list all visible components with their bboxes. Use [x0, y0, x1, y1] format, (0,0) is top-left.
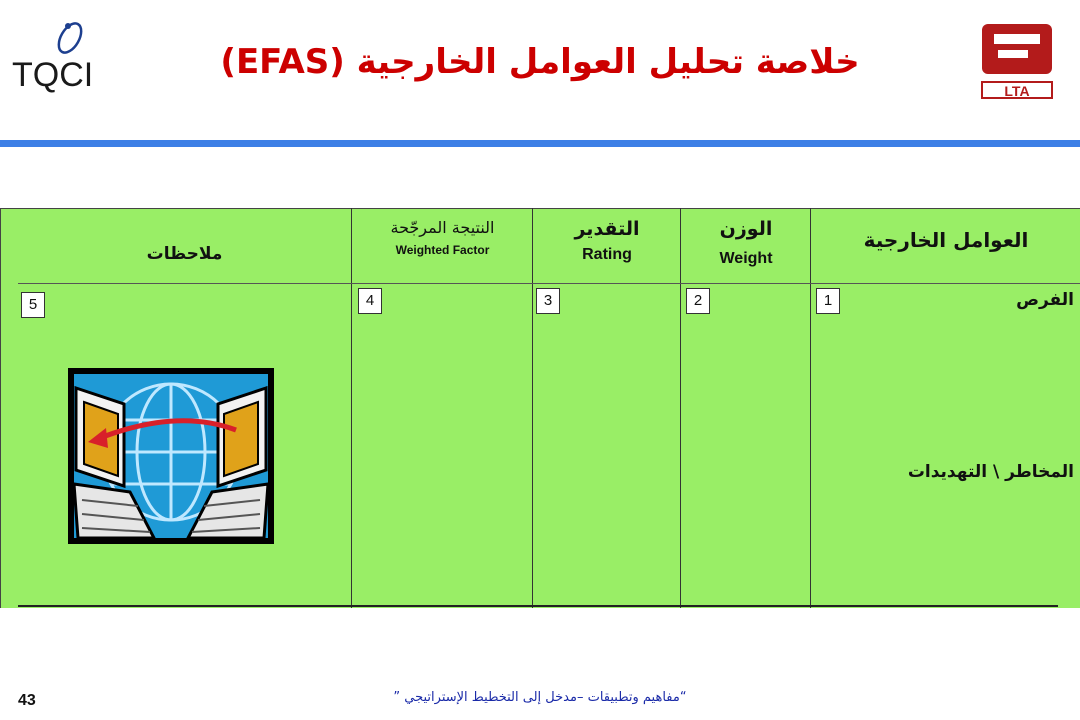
- column-divider: [810, 208, 811, 608]
- column-header-ar: التقدير: [574, 218, 640, 240]
- column-header-weighted-factor: [353, 218, 532, 257]
- column-divider: [680, 208, 681, 608]
- column-number-2: 2: [686, 288, 710, 314]
- tqci-logo: [8, 18, 118, 98]
- lta-logo-text: LTA: [1004, 83, 1030, 99]
- row-label-opportunities: الفرص: [1016, 290, 1074, 310]
- slide-title: خلاصة تحليل العوامل الخارجية (EFAS): [220, 42, 860, 82]
- column-header-rating: [534, 218, 680, 264]
- column-header-notes: [18, 244, 351, 264]
- column-divider: [351, 208, 352, 608]
- column-number-3: 3: [536, 288, 560, 314]
- column-header-en: Weighted Factor: [395, 243, 490, 257]
- header-divider: [18, 283, 1080, 284]
- column-header-external-factors: [812, 228, 1080, 252]
- column-header-weight: [682, 218, 810, 268]
- page-number: 43: [18, 692, 36, 709]
- column-number-1: 1: [816, 288, 840, 314]
- column-header-ar: العوامل الخارجية: [863, 228, 1029, 252]
- column-number-5: 5: [21, 292, 45, 318]
- column-divider: [532, 208, 533, 608]
- column-number-4: 4: [358, 288, 382, 314]
- title-divider: [0, 140, 1080, 147]
- column-header-en: Weight: [719, 250, 773, 267]
- column-header-en: Rating: [582, 246, 632, 263]
- row-label-threats: المخاطر \ التهديدات: [907, 462, 1074, 482]
- network-computers-globe-icon: [68, 368, 274, 544]
- column-header-ar: ملاحظات: [146, 244, 223, 264]
- column-header-ar: النتيجة المرجّحة: [390, 218, 495, 237]
- table-bottom-line: [18, 605, 1058, 607]
- column-header-ar: الوزن: [719, 218, 773, 240]
- slide-footer: “مفاهيم وتطبيقات –مدخل إلى التخطيط الإستراتيجي ”: [393, 690, 687, 705]
- lta-logo: [968, 10, 1068, 110]
- tqci-logo-text: TQCI: [12, 56, 94, 94]
